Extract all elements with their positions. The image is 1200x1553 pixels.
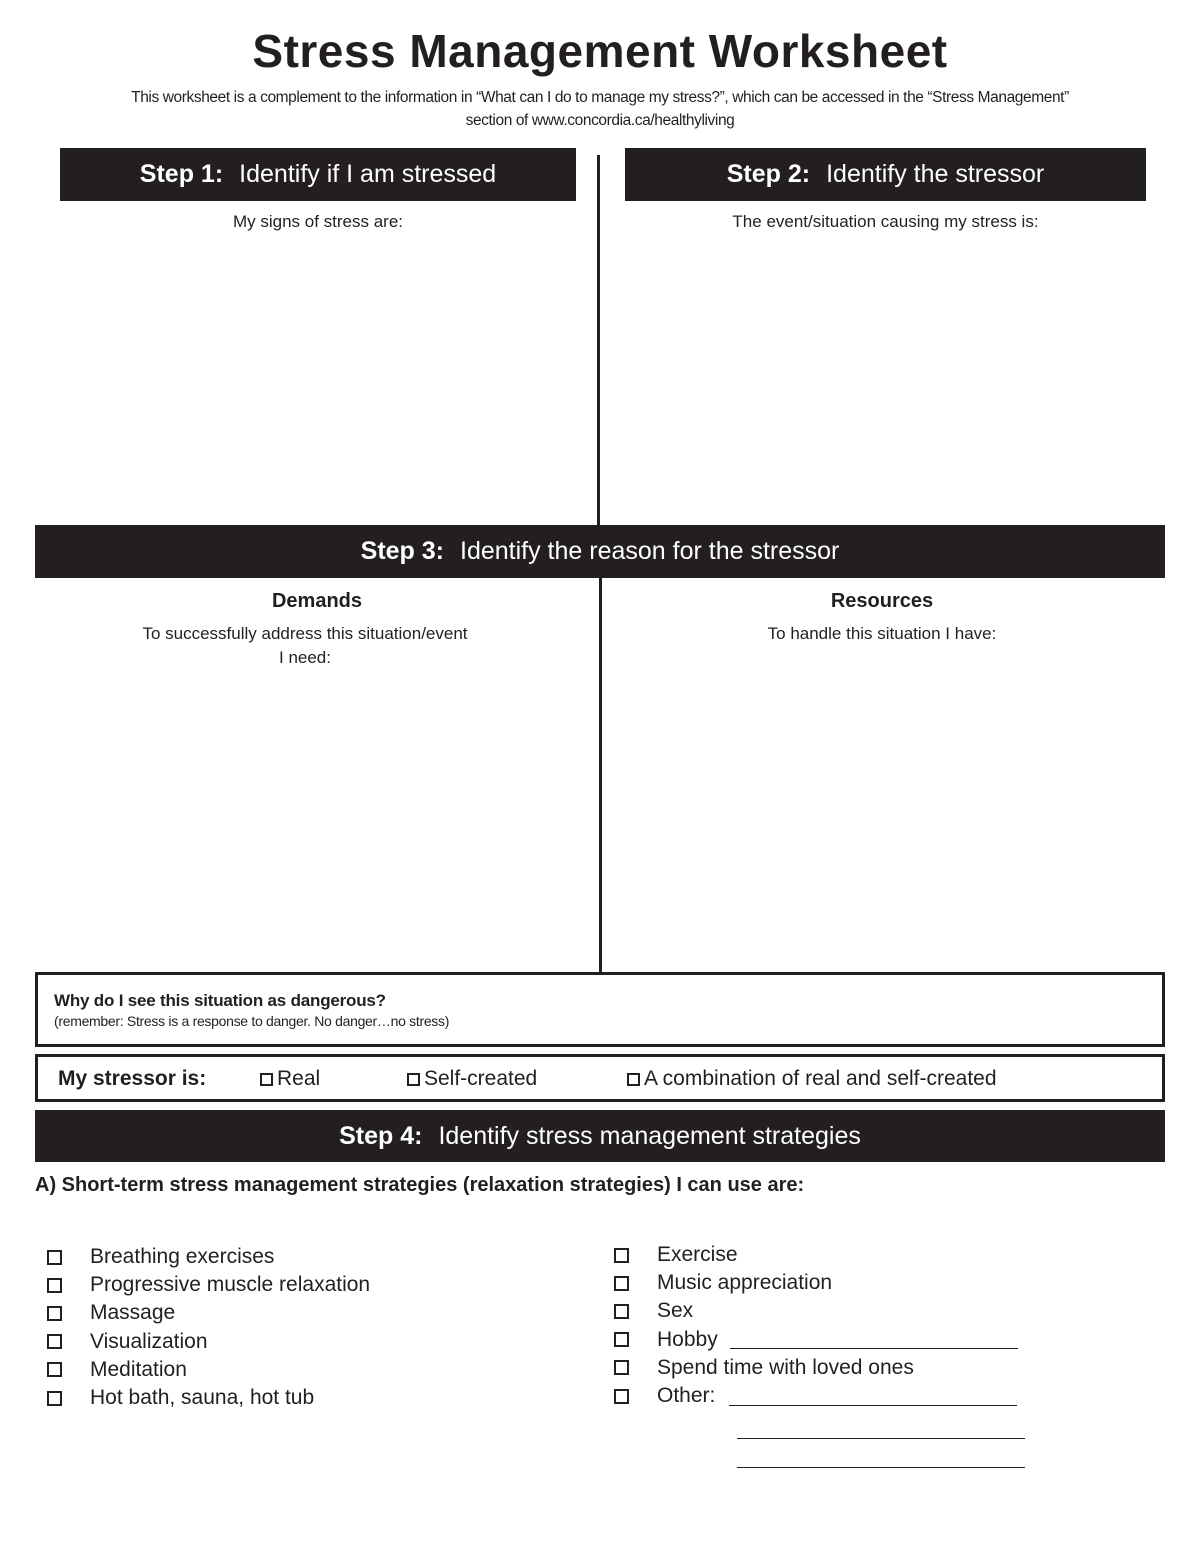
resources-answer-area[interactable] [605, 675, 1160, 965]
list-item-label: Spend time with loved ones [657, 1355, 914, 1379]
checkbox-combination[interactable] [627, 1073, 640, 1086]
checkbox[interactable] [47, 1334, 62, 1349]
other-write-in-line-3[interactable] [737, 1449, 1025, 1468]
list-item[interactable] [614, 1297, 1134, 1325]
list-item-label: Massage [90, 1301, 176, 1325]
checkbox-real[interactable] [260, 1073, 273, 1086]
other-write-in-line-2[interactable] [737, 1420, 1025, 1439]
list-item-label: Hobby [657, 1327, 718, 1351]
danger-question: Why do I see this situation as dangerous? [54, 991, 386, 1010]
step2-header [625, 148, 1146, 201]
hobby-write-in-line[interactable] [730, 1330, 1018, 1349]
stressor-option-real[interactable] [260, 1067, 320, 1091]
checkbox[interactable] [47, 1250, 62, 1265]
list-item-label: Hot bath, sauna, hot tub [90, 1386, 315, 1410]
step4-number: Step 4: [339, 1121, 423, 1150]
step2-number: Step 2: [726, 160, 811, 188]
list-item-label: Other: [657, 1384, 716, 1408]
list-item[interactable] [47, 1243, 567, 1271]
list-item[interactable] [47, 1356, 567, 1384]
subtitle-line-2: section of www.concordia.ca/healthyliving [465, 112, 735, 129]
list-item-label: Sex [657, 1299, 694, 1323]
step2-answer-area[interactable] [625, 240, 1146, 520]
checkbox[interactable] [47, 1391, 62, 1406]
step4-title: Identify stress management strategies [438, 1121, 861, 1150]
list-item[interactable] [614, 1354, 1134, 1382]
step3-title: Identify the reason for the stressor [460, 537, 840, 565]
stressor-option-self-created[interactable] [407, 1067, 537, 1091]
demands-prompt-line-2: I need: [279, 648, 331, 667]
demands-prompt-line-1: To successfully address this situation/event [142, 624, 468, 643]
step1-header [60, 148, 576, 201]
checkbox[interactable] [614, 1276, 629, 1291]
checkbox[interactable] [47, 1278, 62, 1293]
list-item-label: Music appreciation [657, 1271, 833, 1295]
checkbox[interactable] [614, 1304, 629, 1319]
list-item[interactable] [614, 1241, 1134, 1269]
danger-box[interactable] [35, 972, 1165, 1047]
step2-title: Identify the stressor [826, 160, 1045, 188]
checkbox[interactable] [47, 1306, 62, 1321]
stressor-option-combination[interactable] [627, 1067, 997, 1091]
checkbox[interactable] [614, 1248, 629, 1263]
list-item[interactable] [47, 1328, 567, 1356]
demands-prompt [35, 622, 575, 670]
list-item[interactable] [614, 1269, 1134, 1297]
list-item-label: Progressive muscle relaxation [90, 1273, 371, 1297]
list-item[interactable] [47, 1299, 567, 1327]
short-term-list-right [614, 1241, 1134, 1410]
list-item[interactable] [614, 1326, 1134, 1354]
subtitle [60, 86, 1140, 132]
checkbox[interactable] [614, 1360, 629, 1375]
step4-header [35, 1110, 1165, 1162]
resources-prompt: To handle this situation I have: [767, 624, 997, 643]
step3-number: Step 3: [360, 537, 444, 565]
checkbox[interactable] [614, 1332, 629, 1347]
list-item[interactable] [47, 1384, 567, 1412]
step1-prompt: My signs of stress are: [232, 212, 404, 231]
page-title: Stress Management Worksheet [252, 25, 948, 77]
step3-header [35, 525, 1165, 578]
checkbox[interactable] [614, 1389, 629, 1404]
stressor-type-box [35, 1054, 1165, 1102]
step1-answer-area[interactable] [60, 240, 576, 520]
list-item-label: Visualization [90, 1329, 208, 1353]
step2-prompt: The event/situation causing my stress is: [732, 212, 1039, 231]
demands-heading: Demands [271, 590, 363, 612]
resources-heading: Resources [830, 590, 934, 612]
stressor-option-self-created-label: Self-created [424, 1067, 538, 1090]
checkbox-self-created[interactable] [407, 1073, 420, 1086]
stressor-option-real-label: Real [277, 1067, 321, 1090]
checkbox[interactable] [47, 1362, 62, 1377]
short-term-list-left [47, 1243, 567, 1412]
list-item[interactable] [614, 1382, 1134, 1410]
list-item-label: Breathing exercises [90, 1245, 275, 1269]
column-divider [597, 155, 600, 525]
subtitle-line-1: This worksheet is a complement to the information in “What can I do to manage my stress?”, which can be accessed in the “Stress Management” [131, 89, 1069, 106]
demands-answer-area[interactable] [35, 675, 595, 965]
stressor-option-combination-label: A combination of real and self-created [644, 1067, 997, 1090]
list-item-label: Meditation [90, 1357, 187, 1381]
danger-note: (remember: Stress is a response to danger. No danger…no stress) [54, 1013, 450, 1029]
step1-number: Step 1: [139, 160, 224, 188]
list-item[interactable] [47, 1271, 567, 1299]
step1-title: Identify if I am stressed [239, 160, 497, 188]
other-write-in-line[interactable] [729, 1387, 1017, 1406]
list-item-label: Exercise [657, 1243, 738, 1267]
stressor-type-label: My stressor is: [58, 1067, 207, 1090]
section-a-heading: A) Short-term stress management strategies (relaxation strategies) I can use are: [35, 1174, 805, 1196]
